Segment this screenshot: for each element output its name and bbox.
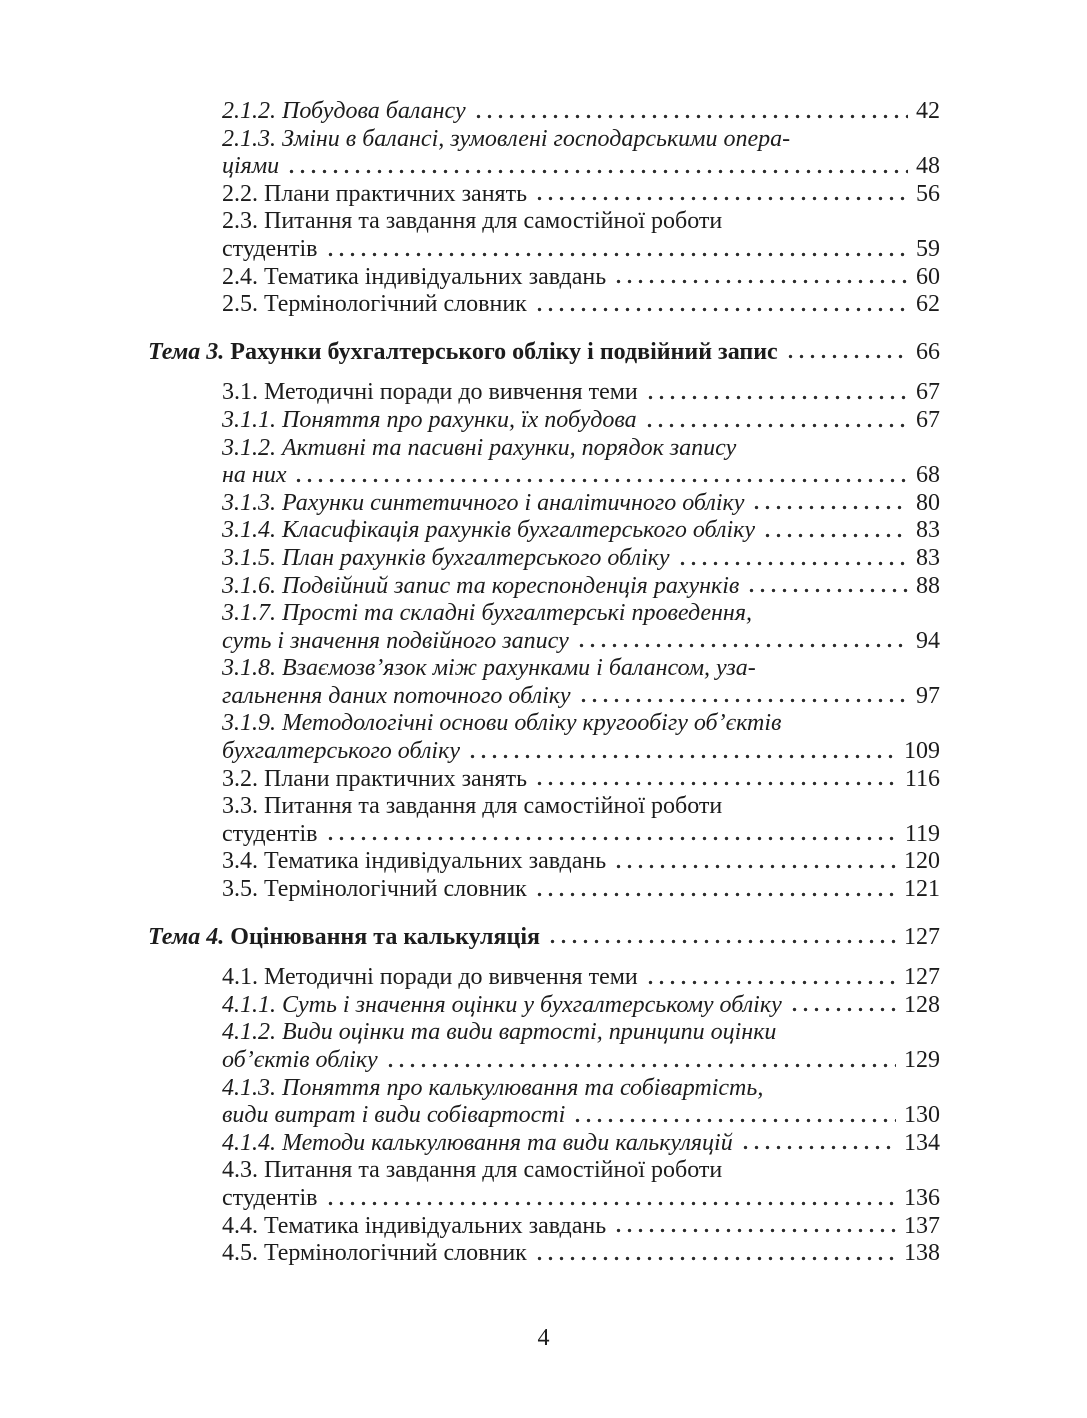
dot-leader [762,517,908,545]
toc-entry-line [222,573,940,601]
toc-entry-text: 4.1. Методичні поради до вивчення теми [222,964,638,991]
toc-entry-text: 3.2. Плани практичних занять [222,765,528,792]
toc-entry-line [222,407,940,435]
dot-leader [325,236,908,264]
toc-entry-text: 2.4. Тематика індивідуальних завдань [222,263,607,290]
toc-entry-text: 3.1.7. Прості та складні бухгалтерські проведення, [222,600,752,627]
toc-entry-line [222,628,940,656]
toc-entry [148,710,940,765]
toc-entry-text: 3.1.2. Активні та пасивні рахунки, порядок запису [222,434,737,461]
toc-entry-line [222,264,940,292]
toc-entry-text: 3.4. Тематика індивідуальних завдань [222,848,607,875]
toc-entry-line [222,683,940,711]
dot-leader [613,264,908,292]
dot-leader [789,992,896,1020]
toc-page-number: 134 [904,1129,940,1156]
dot-leader [473,98,908,126]
toc-heading-line [148,339,940,367]
toc-entry-line [222,766,940,794]
toc-entry-text: 3.1.5. План рахунків бухгалтерського обліку [222,544,670,571]
toc-entry-line [222,876,940,904]
toc-entry [148,264,940,292]
toc-entry-text: бухгалтерського обліку [222,738,460,765]
toc-entry [148,490,940,518]
toc-entry-line [222,490,940,518]
toc-entry [148,793,940,848]
toc-entry-line [222,1185,940,1213]
toc-entry-text: 3.5. Термінологічний словник [222,876,527,903]
dot-leader [534,766,897,794]
toc-entry-text: студентів [222,1184,318,1211]
toc-entry [148,1075,940,1130]
toc-entry-line [222,462,940,490]
dot-leader [293,462,908,490]
toc-page-number: 83 [916,544,940,571]
toc-page-number: 97 [916,682,940,709]
toc-list [148,98,940,1268]
toc-page-number: 128 [904,991,940,1018]
toc-entry-line [222,600,940,628]
toc-page-number: 80 [916,489,940,516]
dot-leader [677,545,909,573]
dot-leader [644,407,908,435]
toc-entry [148,435,940,490]
toc-entry-line [222,153,940,181]
toc-entry-line [222,992,940,1020]
toc-page-number: 109 [904,738,940,765]
toc-entry-line [222,517,940,545]
toc-entry-text: види витрат і види собівартості [222,1102,566,1129]
dot-leader [751,490,908,518]
dot-leader [547,924,896,952]
toc-entry-text: 4.1.3. Поняття про калькулювання та собівартість, [222,1074,764,1101]
toc-entry-text: 4.1.1. Суть і значення оцінки у бухгалтерському обліку [222,991,782,1018]
toc-page-number: 59 [916,235,940,262]
dot-leader [385,1047,896,1075]
dot-leader [785,339,908,367]
toc-entry [148,655,940,710]
toc-entry-text: 3.1.9. Методологічні основи обліку кругообігу об’єктів [222,710,782,737]
toc-entry [148,766,940,794]
toc-page-number: 137 [904,1212,940,1239]
toc-entry-line [222,291,940,319]
toc-entry-text: 3.1.6. Подвійний запис та кореспонденція рахунків [222,572,740,599]
toc-entry-text: 2.3. Питання та завдання для самостійної роботи [222,208,723,235]
toc-entry-line [222,848,940,876]
toc-entry [148,379,940,407]
toc-page-number: 42 [916,98,940,124]
toc-entry-text: 4.1.2. Види оцінки та види вартості, принципи оцінки [222,1019,777,1046]
toc-entry-line [222,208,940,236]
toc-entry-line [222,1102,940,1130]
toc-entry-line [222,379,940,407]
toc-entry-text: 4.4. Тематика індивідуальних завдань [222,1212,607,1239]
toc-entry-text: 3.1.3. Рахунки синтетичного і аналітичного обліку [222,489,745,516]
toc-entry-line [222,1075,940,1103]
toc-page-number: 83 [916,517,940,544]
toc-entry-line [222,710,940,738]
toc-entry [148,1213,940,1241]
toc-entry [148,573,940,601]
toc-entry-text: 2.1.3. Зміни в балансі, зумовлені господарськими опера- [222,125,791,152]
dot-leader [746,573,908,601]
toc-page-number: 127 [904,964,940,991]
dot-leader [572,1102,896,1130]
toc-entry-line [222,181,940,209]
toc-heading-title: Рахунки бухгалтерського обліку і подвійний запис [230,338,778,365]
toc-page-number: 66 [916,338,940,365]
toc-entry-text: об’єктів обліку [222,1047,378,1073]
toc-entry-line [222,435,940,463]
toc-entry-line [222,1213,940,1241]
toc-page-number: 119 [904,820,940,847]
toc-entry-text: 4.1.4. Методи калькулювання та види калькуляцій [222,1129,733,1156]
toc-page-number: 121 [904,876,940,903]
toc-entry [148,208,940,263]
toc-entry [148,876,940,904]
toc-page-number: 136 [904,1184,940,1211]
toc-entry [148,517,940,545]
toc-entry [148,407,940,435]
toc-entry-line [222,98,940,126]
toc-page-number: 62 [916,291,940,318]
toc-entry-text: студентів [222,235,318,262]
toc-entry [148,992,940,1020]
toc-entry-text: на них [222,462,287,489]
toc-page-number: 67 [916,406,940,433]
dot-leader [534,181,908,209]
toc-page-number: 94 [916,627,940,654]
dot-leader [740,1130,896,1158]
dot-leader [576,628,908,656]
dot-leader [325,821,897,849]
toc-page-number: 48 [916,153,940,180]
dot-leader [286,153,908,181]
dot-leader [578,683,908,711]
dot-leader [325,1185,896,1213]
toc-page-number: 60 [916,263,940,290]
dot-leader [645,964,896,992]
toc-entry [148,848,940,876]
toc-entry-text: 3.3. Питання та завдання для самостійної роботи [222,793,723,820]
dot-leader [467,738,896,766]
toc-entry [148,1157,940,1212]
toc-entry-text: 3.1. Методичні поради до вивчення теми [222,379,638,406]
dot-leader [645,379,908,407]
toc-entry-text: гальнення даних поточного обліку [222,682,571,709]
dot-leader [613,848,896,876]
toc-entry-line [222,1240,940,1268]
toc-entry [148,1130,940,1158]
toc-entry [148,126,940,181]
dot-leader [534,1240,896,1268]
toc-entry-line [222,236,940,264]
toc-heading-prefix: Тема 4. [148,923,231,950]
dot-leader [534,291,908,319]
toc-entry-text: 4.3. Питання та завдання для самостійної роботи [222,1157,723,1184]
toc-page-number: 56 [916,180,940,207]
toc-entry-line [222,655,940,683]
toc-entry [148,600,940,655]
toc-page-number: 129 [904,1047,940,1073]
toc-entry-line [222,1019,940,1047]
toc-entry [148,98,940,126]
toc-heading [148,924,940,952]
toc-entry [148,181,940,209]
toc-page-number: 116 [904,765,940,792]
toc-entry-text: 2.1.2. Побудова балансу [222,98,466,124]
toc-entry-line [222,1157,940,1185]
toc-page-number: 120 [904,848,940,875]
dot-leader [534,876,896,904]
toc-entry-line [222,1130,940,1158]
toc-entry [148,545,940,573]
toc-page-number: 138 [904,1240,940,1267]
dot-leader [613,1213,896,1241]
toc-page-number: 88 [916,572,940,599]
toc-entry-line [222,126,940,154]
toc-entry-text: 3.1.8. Взаємозв’язок між рахунками і балансом, уза- [222,655,756,682]
toc-page-number: 67 [916,379,940,406]
toc-entry [148,964,940,992]
toc-entry-line [222,821,940,849]
toc-heading-prefix: Тема 3. [148,338,231,365]
toc-page-number: 130 [904,1102,940,1129]
toc-entry [148,291,940,319]
toc-entry-line [222,545,940,573]
toc-heading-title: Оцінювання та калькуляція [230,923,540,950]
page-folio: 4 [537,1325,550,1351]
toc-heading [148,339,940,367]
toc-page-number: 68 [916,462,940,489]
toc-entry-text: студентів [222,820,318,847]
toc-entry-text: 3.1.4. Класифікація рахунків бухгалтерського обліку [222,517,756,544]
toc-entry-text: 2.5. Термінологічний словник [222,291,527,318]
toc-entry-text: 2.2. Плани практичних занять [222,180,528,207]
toc-entry-line [222,793,940,821]
toc-entry [148,1019,940,1074]
toc-entry-text: суть і значення подвійного запису [222,627,569,654]
toc-entry-text: ціями [222,153,280,180]
toc-entry-line [222,964,940,992]
toc-entry [148,1240,940,1268]
toc-heading-line [148,924,940,952]
toc-entry-line [222,738,940,766]
toc-entry-text: 3.1.1. Поняття про рахунки, їх побудова [222,406,637,433]
toc-entry-line [222,1047,940,1075]
toc-page-number: 127 [904,923,940,950]
toc-entry-text: 4.5. Термінологічний словник [222,1240,527,1267]
